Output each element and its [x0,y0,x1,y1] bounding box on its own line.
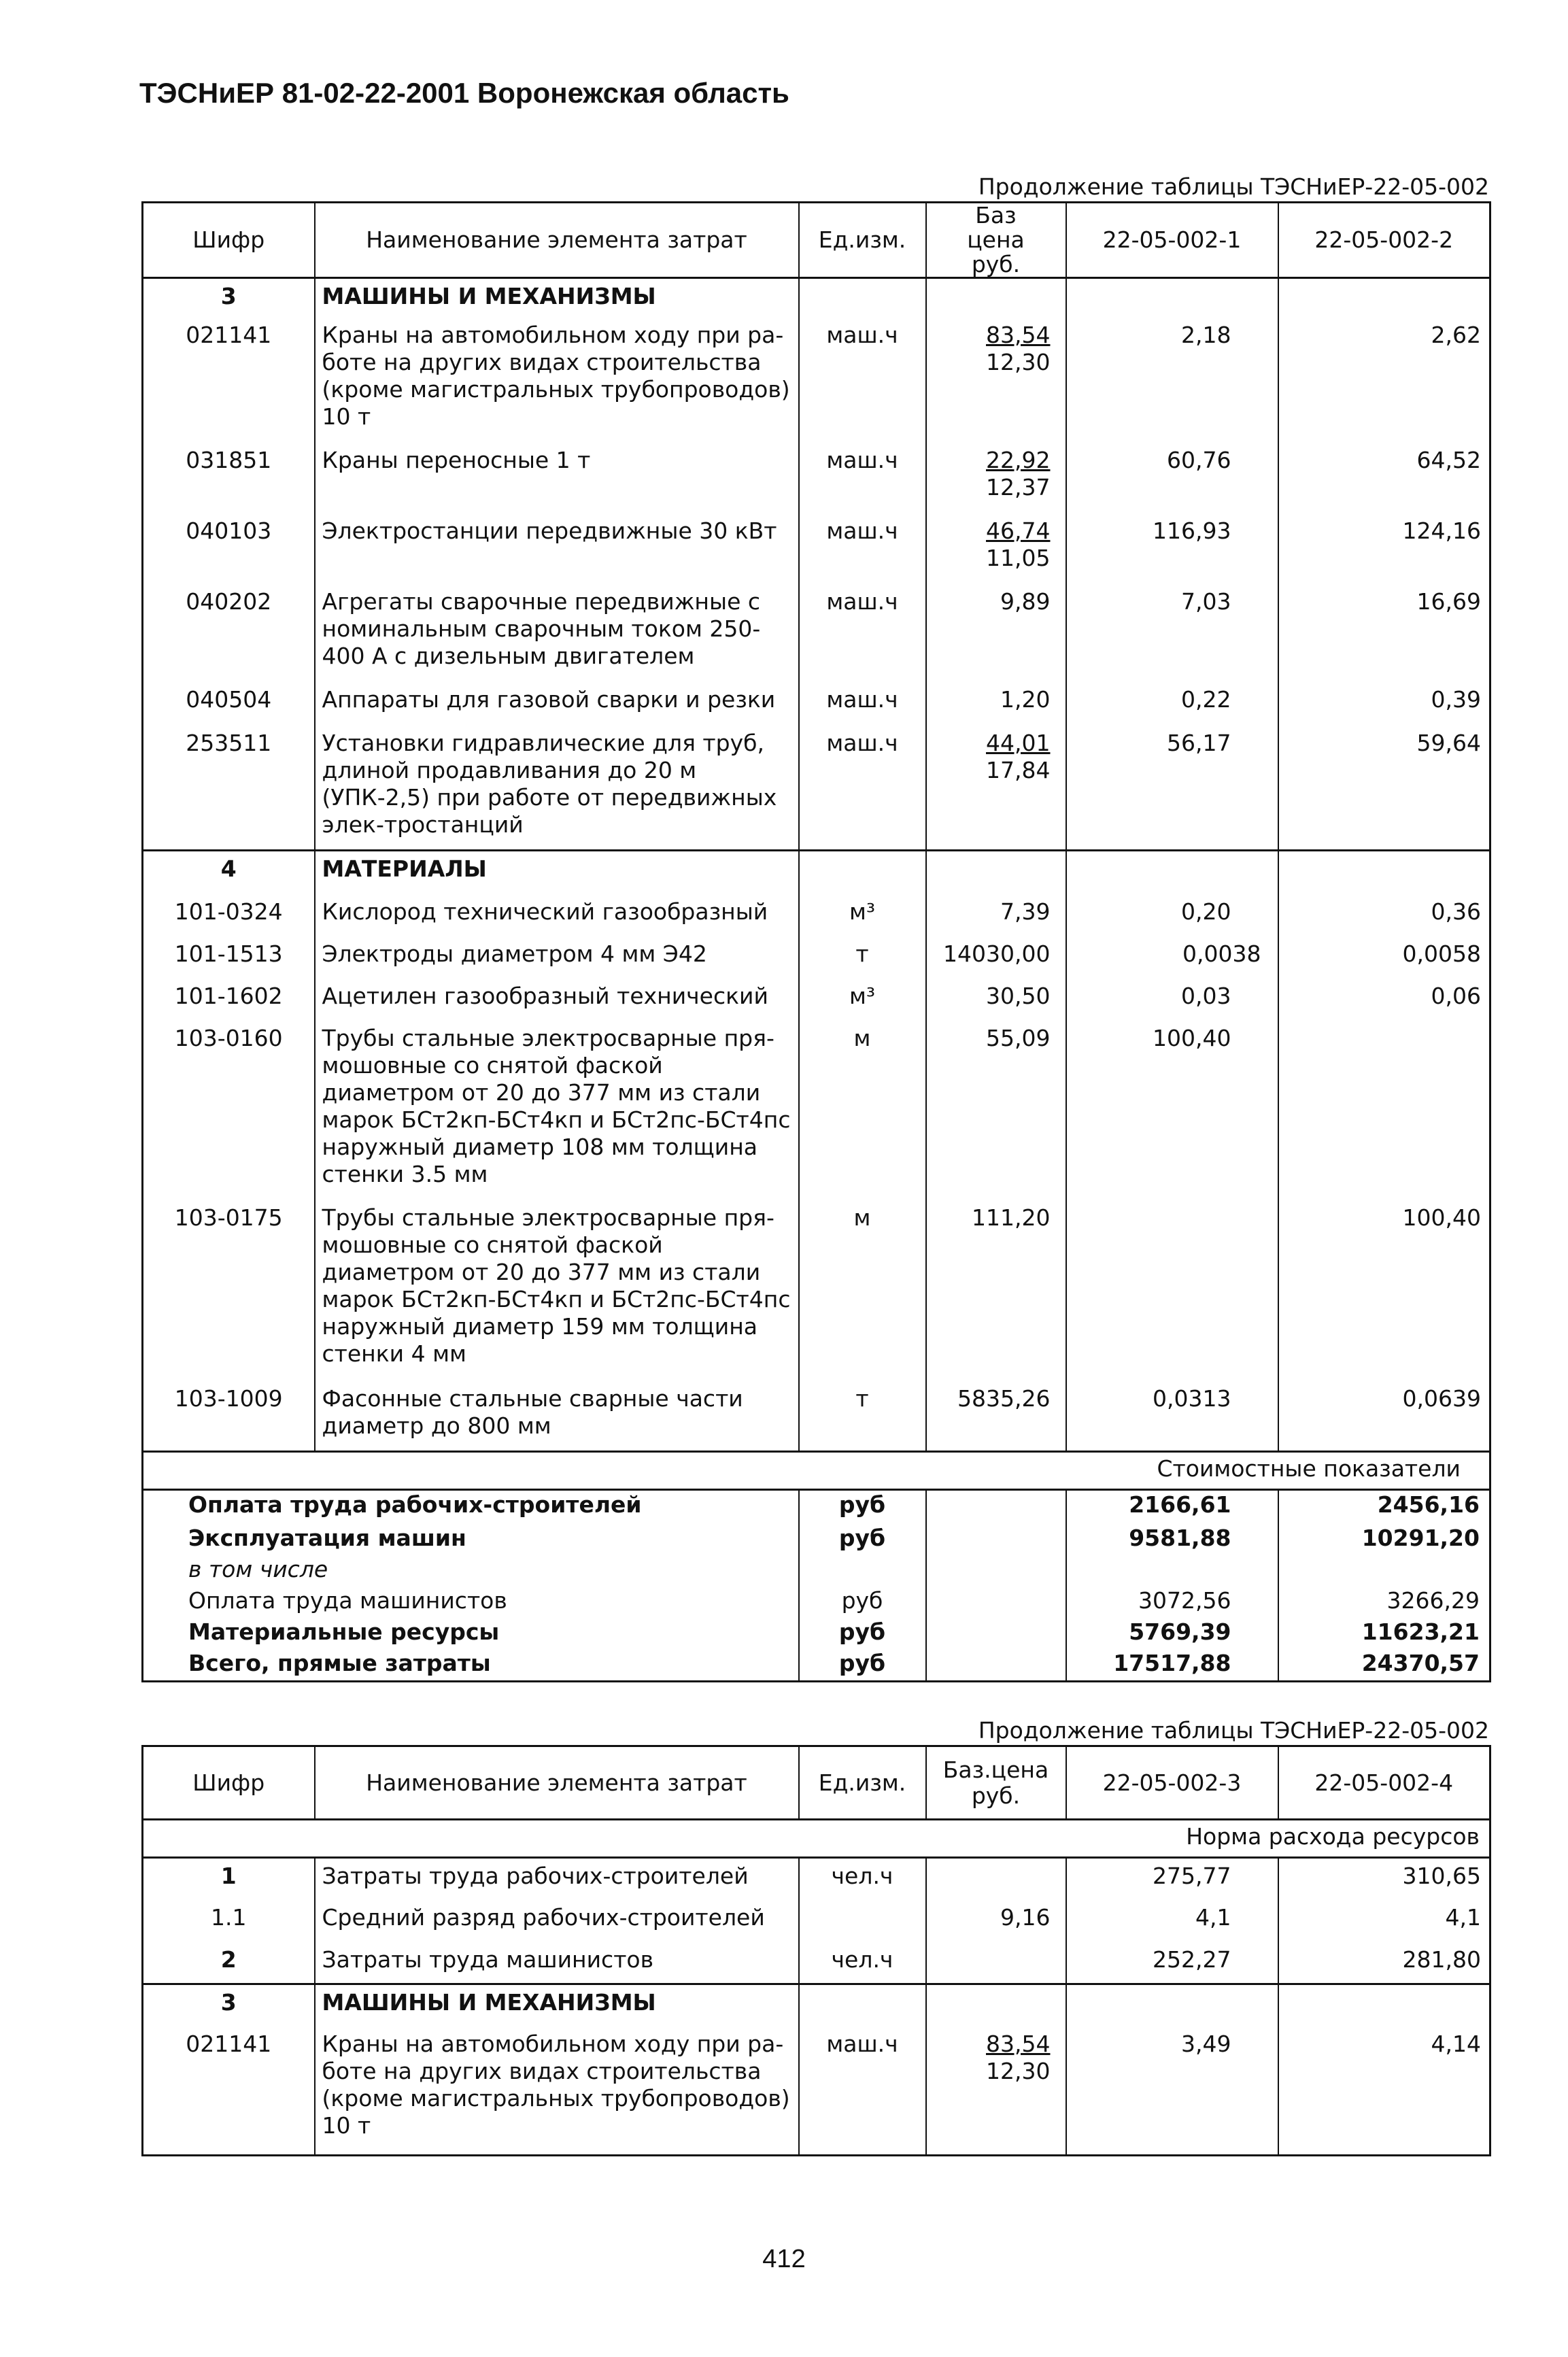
resource-table-2 [141,1745,1491,2156]
indicator-label: Эксплуатация машин [188,1524,466,1551]
indicator-value-2: 3266,29 [1278,1587,1490,1618]
norm-value-2: 0,36 [1278,894,1490,936]
norm-value-1: 0,0313 [1066,1381,1278,1452]
header-code: Шифр [143,203,315,278]
indicator-row [143,1618,1490,1649]
norm-value-2: 4,1 [1278,1900,1490,1942]
resource-name: Электроды диаметром 4 мм Э42 [315,936,799,979]
resource-price: 111,20 [926,1200,1066,1381]
resource-name: Агрегаты сварочные передвижные с номинальным сварочным током 250-400 А с дизельным двигателем [315,584,799,682]
table-row [143,1381,1490,1452]
resource-name: Трубы стальные электросварные пря-мошовные со снятой фаской диаметром от 20 до 377 мм из стали марок БСт2кп-БСт4кп и БСт2пс-БСт4пс наружный диаметр 159 мм толщина стенки 4 мм [315,1200,799,1381]
resource-price: 30,50 [926,979,1066,1021]
indicator-label: Оплата труда машинистов [188,1587,507,1614]
table-continuation-label: Продолжение таблицы ТЭСНиЕР-22-05-002 [978,1717,1489,1744]
resource-code: 021141 [186,321,272,348]
section-title: МАТЕРИАЛЫ [315,851,799,894]
table-continuation-label: Продолжение таблицы ТЭСНиЕР-22-05-002 [978,173,1489,200]
norm-value-1: 252,27 [1066,1942,1278,1984]
resource-unit: чел.ч [799,1858,926,1900]
resource-name: Трубы стальные электросварные пря-мошовные со снятой фаской диаметром от 20 до 377 мм из стали марок БСт2кп-БСт4кп и БСт2пс-БСт4пс наружный диаметр 108 мм толщина стенки 3.5 мм [315,1021,799,1200]
resource-price [926,726,1066,851]
resource-name: Установки гидравлические для труб, длиной продавливания до 20 м (УПК-2,5) при работе от передвижных элек-тростанций [315,726,799,851]
norm-value-1: 100,40 [1066,1021,1278,1200]
indicator-row [143,1555,1490,1587]
resource-name: Электростанции передвижные 30 кВт [315,513,799,584]
norm-value-2: 124,16 [1278,513,1490,584]
norm-value-2: 59,64 [1278,726,1490,851]
resource-unit: чел.ч [799,1942,926,1984]
norm-value-2 [1278,1021,1490,1200]
indicator-row [143,1649,1490,1682]
resource-unit: маш.ч [799,318,926,443]
cost-indicators-banner [143,1452,1490,1490]
header-norm-2: 22-05-002-4 [1278,1746,1490,1820]
resource-code: 040504 [186,685,272,713]
resource-unit: маш.ч [799,726,926,851]
resource-name: Средний разряд рабочих-строителей [315,1900,799,1942]
resource-name: Затраты труда машинистов [315,1942,799,1984]
indicator-value-2: 10291,20 [1278,1524,1490,1555]
price-value: 46,74 [986,517,1051,544]
norm-value-1: 7,03 [1066,584,1278,682]
table-row [143,894,1490,936]
norm-value-2: 0,06 [1278,979,1490,1021]
resource-code: 031851 [186,446,272,473]
resource-unit: маш.ч [799,443,926,513]
resource-name: Ацетилен газообразный технический [315,979,799,1021]
indicator-label: Всего, прямые затраты [188,1649,491,1676]
norm-value-1: 2,18 [1066,318,1278,443]
norm-value-2: 0,39 [1278,682,1490,726]
indicator-label: Оплата труда рабочих-строителей [188,1491,642,1518]
table-row [143,682,1490,726]
indicator-value-1: 9581,88 [1066,1524,1278,1555]
cost-indicators-label: Стоимостные показатели [143,1452,1490,1490]
indicator-value-2: 11623,21 [1278,1618,1490,1649]
resource-unit: т [799,1381,926,1452]
norm-value-1: 116,93 [1066,513,1278,584]
resource-name: Фасонные стальные сварные части диаметр до 800 мм [315,1381,799,1452]
norm-banner [143,1820,1490,1858]
table-row [143,318,1490,443]
resource-code: 103-0175 [174,1204,283,1231]
price-labor-value: 12,37 [986,473,1051,501]
norm-value-2: 310,65 [1278,1858,1490,1900]
resource-unit: маш.ч [799,584,926,682]
resource-name: Аппараты для газовой сварки и резки [315,682,799,726]
indicator-unit: руб [799,1649,926,1682]
resource-name: Затраты труда рабочих-строителей [315,1858,799,1900]
indicator-row [143,1524,1490,1555]
resource-unit: м [799,1200,926,1381]
resource-price: 1,20 [926,682,1066,726]
resource-code: 1.1 [211,1903,247,1931]
indicator-row [143,1587,1490,1618]
resource-code: 101-0324 [174,898,283,925]
resource-price [926,1942,1066,1984]
header-unit: Ед.изм. [799,203,926,278]
resource-code: 040103 [186,517,272,544]
resource-name: Кислород технический газообразный [315,894,799,936]
indicator-value-2: 24370,57 [1278,1649,1490,1682]
header-norm-1: 22-05-002-1 [1066,203,1278,278]
norm-value-1: 0,22 [1066,682,1278,726]
resource-code: 103-1009 [174,1385,283,1412]
norm-value-1: 0,03 [1066,979,1278,1021]
resource-name: Краны переносные 1 т [315,443,799,513]
price-value: 44,01 [986,729,1051,756]
header-price: Баз цена руб. [926,203,1066,278]
indicator-unit: руб [799,1524,926,1555]
norm-value-2: 281,80 [1278,1942,1490,1984]
indicator-value-1: 2166,61 [1066,1490,1278,1524]
resource-code: 021141 [186,2030,272,2057]
resource-unit: маш.ч [799,2027,926,2156]
indicator-value-1: 17517,88 [1066,1649,1278,1682]
indicator-value-2: 2456,16 [1278,1490,1490,1524]
table-row [143,979,1490,1021]
norm-value-2: 0,0639 [1278,1381,1490,1452]
resource-price [926,443,1066,513]
resource-price [926,513,1066,584]
norm-value-2: 2,62 [1278,318,1490,443]
header-price: Баз.цена руб. [926,1746,1066,1820]
norm-value-2: 64,52 [1278,443,1490,513]
resource-price [926,1858,1066,1900]
norm-value-1: 0,20 [1066,894,1278,936]
resource-unit [799,1900,926,1942]
page-number: 412 [762,2245,806,2273]
resource-price [926,2027,1066,2156]
norm-value-2: 100,40 [1278,1200,1490,1381]
resource-unit: м³ [799,894,926,936]
resource-code: 2 [220,1946,237,1973]
header-code: Шифр [143,1746,315,1820]
section-row [143,1984,1490,2027]
resource-name: Краны на автомобильном ходу при ра-боте на других видах строительства (кроме магистральных трубопроводов) 10 т [315,2027,799,2156]
header-norm-2: 22-05-002-2 [1278,203,1490,278]
resource-unit: м [799,1021,926,1200]
table-row [143,1858,1490,1900]
indicator-unit: руб [799,1587,926,1618]
resource-code: 1 [220,1863,237,1889]
section-number: 3 [220,283,237,309]
table-row [143,936,1490,979]
norm-value-1 [1066,1200,1278,1381]
section-title: МАШИНЫ И МЕХАНИЗМЫ [315,278,799,318]
resource-table-1 [141,201,1491,1682]
price-labor-value: 17,84 [986,756,1051,783]
table-row [143,513,1490,584]
price-value: 83,54 [986,321,1051,348]
norm-value-1: 60,76 [1066,443,1278,513]
table-row [143,1200,1490,1381]
indicator-row [143,1490,1490,1524]
resource-code: 040202 [186,588,272,615]
table-row [143,584,1490,682]
price-labor-value: 12,30 [986,2057,1051,2084]
header-norm-1: 22-05-002-3 [1066,1746,1278,1820]
resource-code: 253511 [186,729,272,756]
norm-value-1: 3,49 [1066,2027,1278,2156]
resource-unit: маш.ч [799,682,926,726]
section-number: 3 [143,1984,315,2027]
norm-value-1: 0,0038 [1066,936,1278,979]
price-value: 22,92 [986,446,1051,473]
header-name: Наименование элемента затрат [315,203,799,278]
resource-unit: м³ [799,979,926,1021]
indicator-label: Материальные ресурсы [188,1618,500,1645]
table-header-row [143,203,1490,278]
price-labor-value: 11,05 [986,544,1051,571]
norm-value-1: 275,77 [1066,1858,1278,1900]
section-row [143,278,1490,318]
resource-code: 101-1602 [174,982,283,1009]
table-header-row [143,1746,1490,1820]
resource-price: 7,39 [926,894,1066,936]
table-row [143,726,1490,851]
indicator-unit: руб [799,1618,926,1649]
norm-value-2: 0,0058 [1278,936,1490,979]
table-row [143,443,1490,513]
norm-value-1: 4,1 [1066,1900,1278,1942]
indicator-value-1: 3072,56 [1066,1587,1278,1618]
table-row [143,2027,1490,2156]
section-row [143,851,1490,894]
resource-unit: т [799,936,926,979]
norm-value-2: 16,69 [1278,584,1490,682]
norm-banner-label: Норма расхода ресурсов [143,1820,1490,1858]
price-value: 83,54 [986,2030,1051,2057]
resource-price: 9,16 [926,1900,1066,1942]
price-labor-value: 12,30 [986,348,1051,375]
page-header: ТЭСНиЕР 81-02-22-2001 Воронежская область [139,77,789,109]
indicator-unit: руб [799,1490,926,1524]
resource-price: 9,89 [926,584,1066,682]
section-number: 4 [143,851,315,894]
resource-price: 14030,00 [926,936,1066,979]
table-row [143,1021,1490,1200]
header-unit: Ед.изм. [799,1746,926,1820]
table-row [143,1900,1490,1942]
norm-value-2: 4,14 [1278,2027,1490,2156]
resource-price: 55,09 [926,1021,1066,1200]
section-title: МАШИНЫ И МЕХАНИЗМЫ [315,1984,799,2027]
resource-price: 5835,26 [926,1381,1066,1452]
resource-code: 103-0160 [174,1024,283,1051]
table-row [143,1942,1490,1984]
indicator-value-1: 5769,39 [1066,1618,1278,1649]
header-name: Наименование элемента затрат [315,1746,799,1820]
resource-name: Краны на автомобильном ходу при ра-боте на других видах строительства (кроме магистральных трубопроводов) 10 т [315,318,799,443]
resource-unit: маш.ч [799,513,926,584]
norm-value-1: 56,17 [1066,726,1278,851]
resource-code: 101-1513 [174,940,283,967]
indicator-label: в том числе [188,1555,328,1582]
resource-price [926,318,1066,443]
